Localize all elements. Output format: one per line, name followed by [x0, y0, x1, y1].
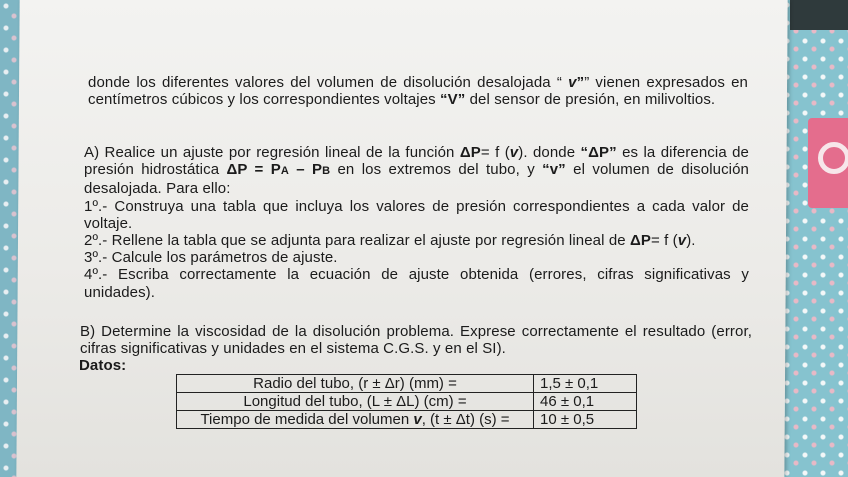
part-a-item-4: 4º.- Escriba correctamente la ecuación de ajuste obtenida (errores, cifras significativas y unidades).: [84, 266, 749, 301]
table-row: [177, 393, 637, 411]
part-a-statement: A) Realice un ajuste por regresión lineal de la función ΔP= f (v). donde “ΔP” es la diferencia de presión hidrostática ΔP = PA – PB en los extremos del tubo, y “v” el volumen de disolución desalojada. Para ello:: [84, 144, 750, 198]
intro-V-symbol: “V”: [440, 91, 466, 109]
datos-time-value: 10 ± 0,5: [534, 411, 637, 429]
intro-text-2: ” vienen expresados en centímetros cúbicos y los correspondientes voltajes: [88, 74, 748, 109]
table-row: [177, 375, 637, 393]
datos-label: Datos:: [79, 357, 127, 374]
datos-length-value: 46 ± 0,1: [534, 393, 637, 411]
dark-object-corner: [790, 0, 848, 30]
datos-table: [176, 374, 637, 429]
intro-text-3: del sensor de presión, en milivoltios.: [465, 91, 716, 109]
datos-time-label: Tiempo de medida del volumen v, (t ± Δt) (s) =: [177, 411, 534, 429]
part-b-statement: B) Determine la viscosidad de la disolución problema. Exprese correctamente el resultado (error, cifras significativas y unidades en el sistema C.G.S. y en el SI).: [80, 323, 752, 358]
intro-v-symbol: v: [568, 74, 577, 91]
part-a-section: [84, 144, 749, 301]
intro-text-1: donde los diferentes valores del volumen de disolución desalojada “: [88, 74, 569, 91]
part-a-item-2: 2º.- Rellene la tabla que se adjunta para realizar el ajuste por regresión lineal de ΔP= f (v).: [84, 232, 696, 250]
part-a-item-1: 1º.- Construya una tabla que incluya los valores de presión correspondientes a cada valor de voltaje.: [84, 197, 749, 232]
part-a-item-3: 3º.- Calcule los parámetros de ajuste.: [84, 249, 338, 267]
fabric-background-right: [782, 0, 848, 477]
intro-paragraph: donde los diferentes valores del volumen de disolución desalojada “ v”” vienen expresados en centímetros cúbicos y los correspondientes voltajes “V” del sensor de presión, en milivoltios.: [88, 74, 748, 109]
datos-radius-value: 1,5 ± 0,1: [534, 375, 637, 393]
datos-radius-label: Radio del tubo, (r ± Δr) (mm) =: [177, 375, 534, 393]
datos-length-label: Longitud del tubo, (L ± ΔL) (cm) =: [177, 393, 534, 411]
table-row: [177, 411, 637, 429]
fabric-pink-patch: [808, 118, 848, 208]
